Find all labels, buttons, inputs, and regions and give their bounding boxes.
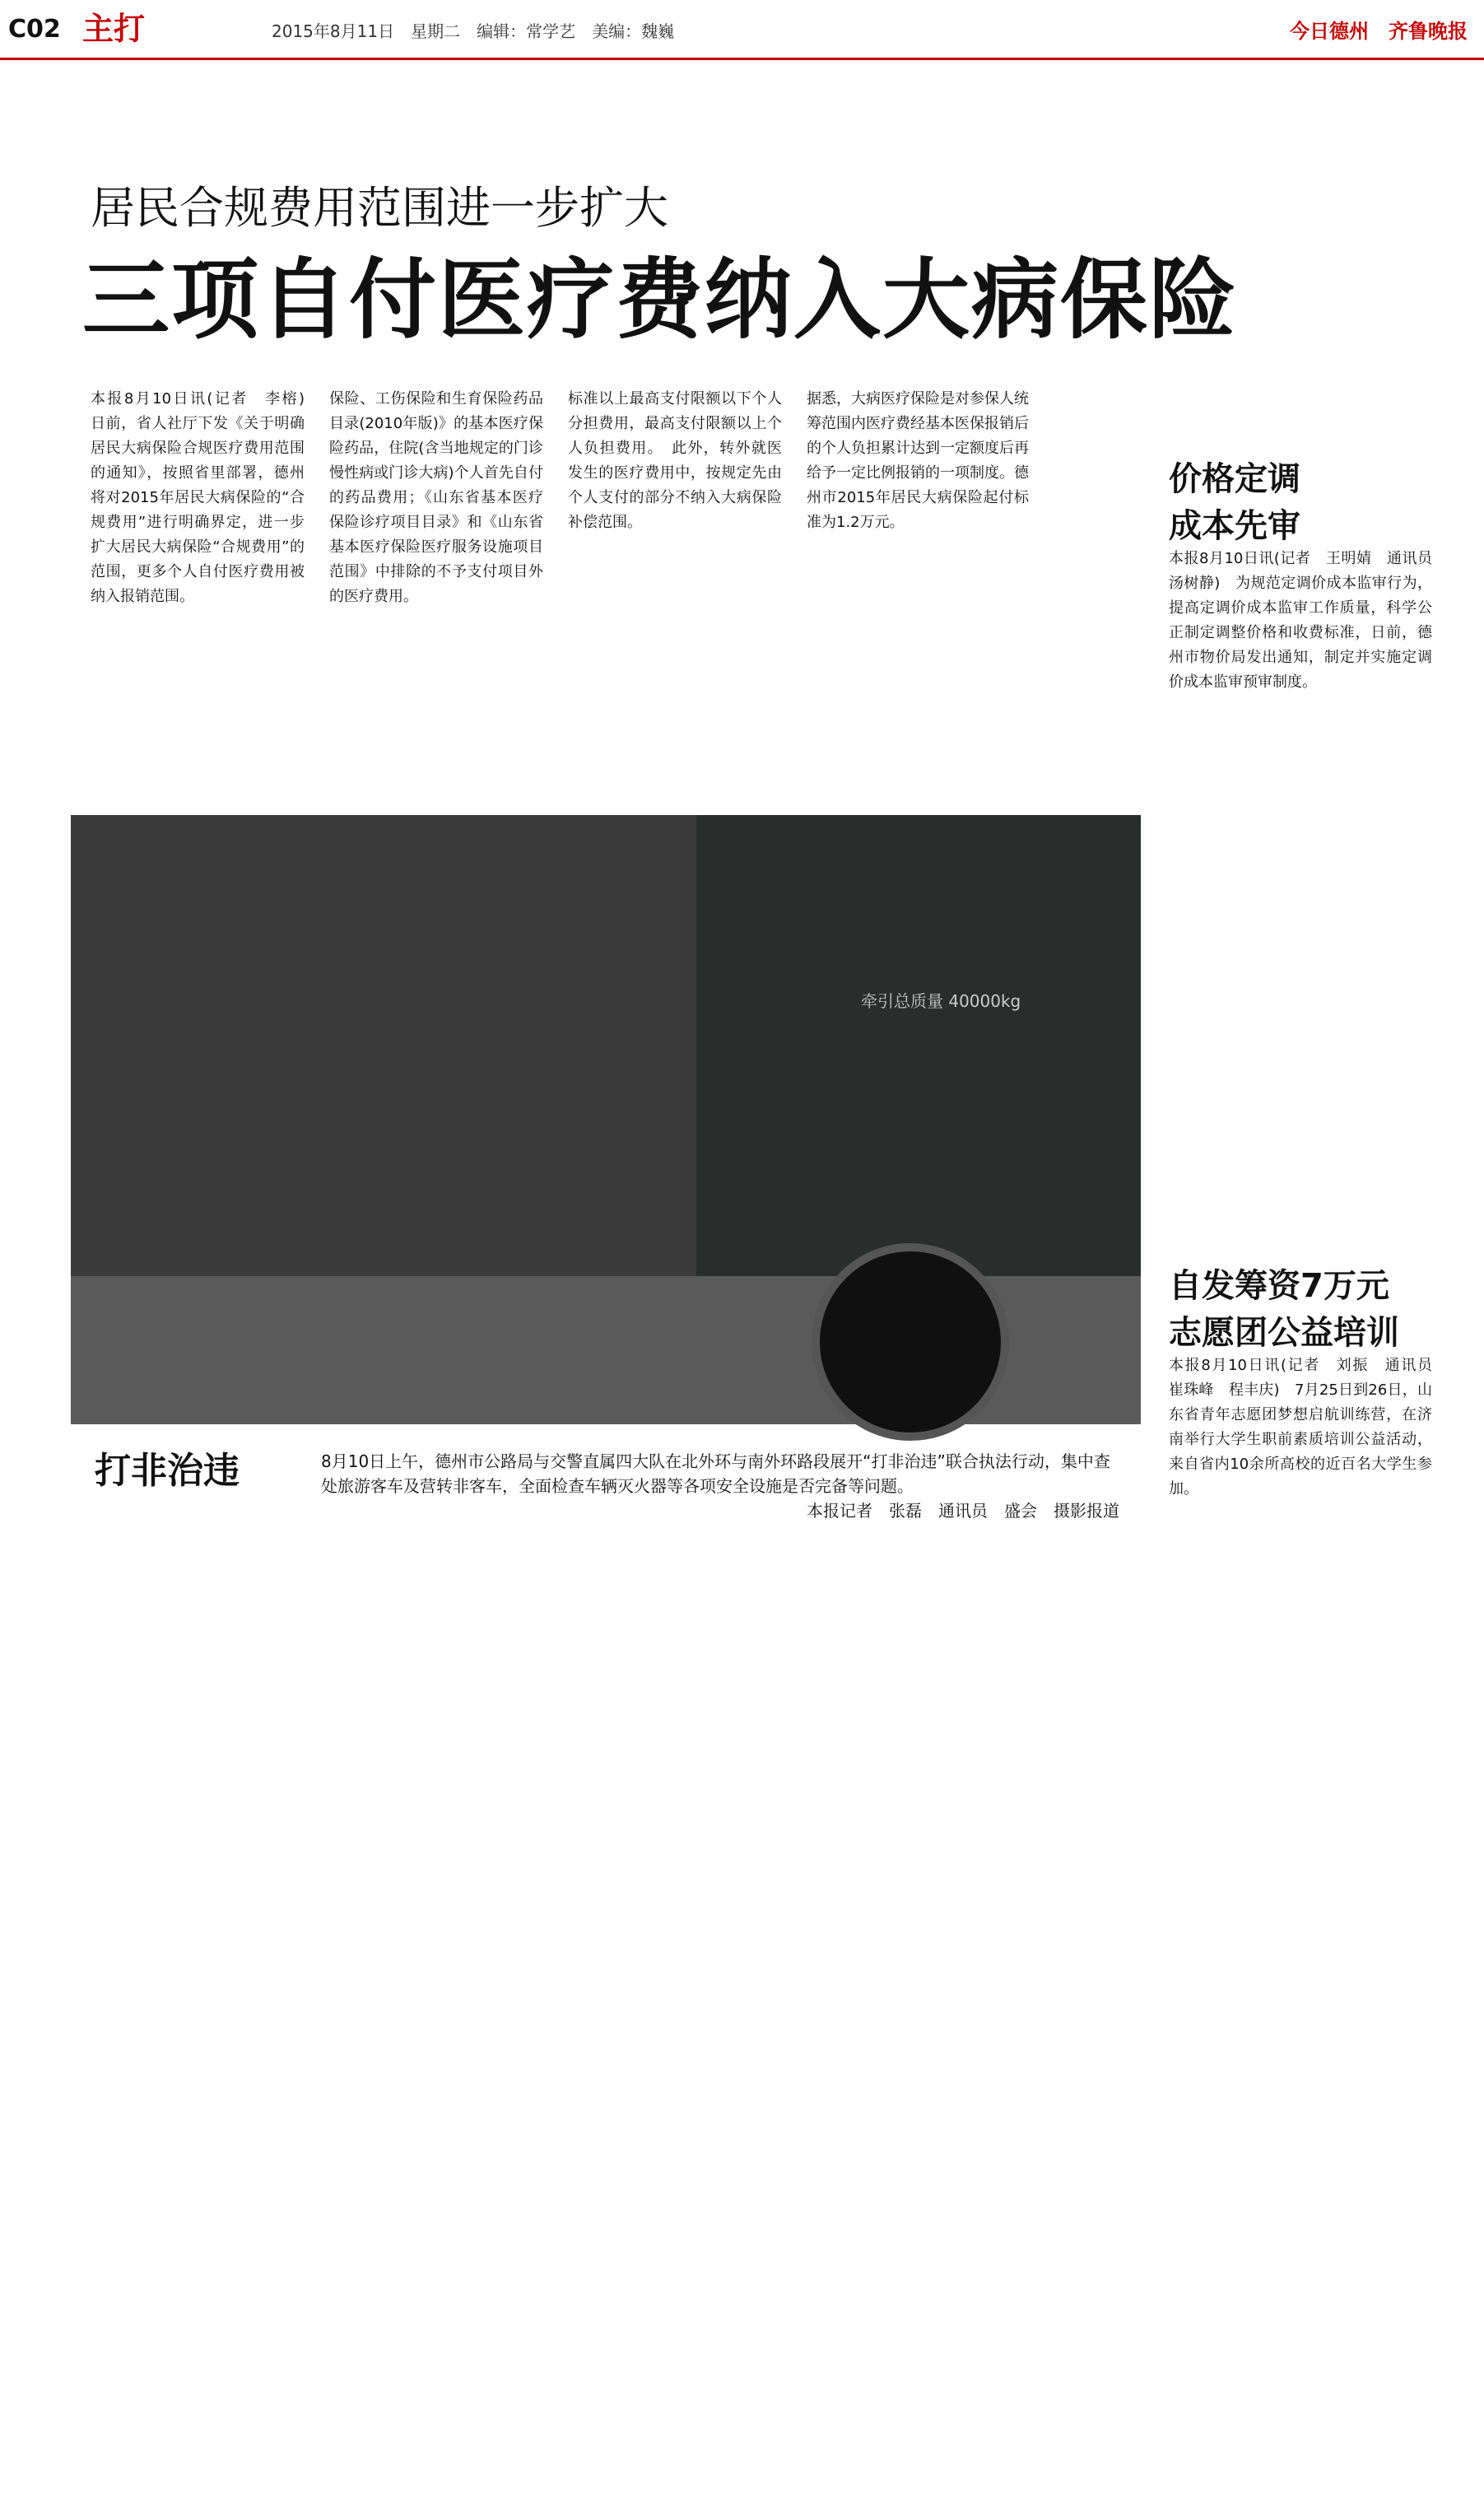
date-line: 2015年8月11日 星期二 编辑：常学艺 美编：魏巍 bbox=[272, 21, 675, 41]
sidebar-title-1: 价格定调 bbox=[1169, 460, 1300, 498]
lead-column-2: 保险、工伤保险和生育保险药品目录(2010年版)》的基本医疗保险药品，住院(含当地规定的门诊慢性病或门诊大病)个人首先自付的药品费用；《山东省基本医疗保险诊疗项目目录》和《山东省基本医疗保险医疗服务设施项目范围》中排除的不予支付项目外的医疗费用。 bbox=[329, 390, 543, 605]
lead-column-3: 标准以上最高支付限额以下个人分担费用，最高支付限额以上个人负担费用。 此外，转外就医发生的医疗费用中，按规定先由个人支付的部分不纳入大病保险补偿范围。 bbox=[568, 390, 782, 531]
sidebar-body: 本报8月10日讯(记者 王明婧 通讯员 汤树静) 为规范定调价成本监审行为，提高定调价成本监审工作质量，科学公正制定调整价格和收费标准，日前，德州市物价局发出通知，制定并实施定调价成本监审预审制度。 bbox=[1169, 550, 1447, 691]
caption-credit: 本报记者 张磊 通讯员 盛会 摄影报道 bbox=[807, 1501, 1119, 1521]
lead-kicker: 居民合规费用范围进一步扩大 bbox=[91, 182, 668, 234]
sidebar-title-2: 成本先审 bbox=[1169, 507, 1300, 545]
sidebar-title-2: 志愿团公益培训 bbox=[1169, 1314, 1399, 1352]
sidebar-story-price bbox=[1169, 453, 1447, 695]
lead-headline: 三项自付医疗费纳入大病保险 bbox=[82, 249, 1238, 351]
truck-plate: 牵引总质量 40000kg bbox=[861, 991, 1021, 1011]
truck-wheel bbox=[812, 1243, 1009, 1441]
enforcement-photo bbox=[71, 815, 1141, 1424]
caption-text bbox=[321, 1449, 1119, 1523]
brand-name: 今日德州 齐鲁晚报 bbox=[1290, 20, 1468, 43]
truck bbox=[696, 815, 1141, 1276]
caption-body: 8月10日上午，德州市公路局与交警直属四大队在北外环与南外环路段展开“打非治违”联合执法行动，集中查处旅游客车及营转非客车，全面检查车辆灭火器等各项安全设施是否完备等问题。 bbox=[321, 1451, 1110, 1496]
sidebar-title-1: 自发筹资7万元 bbox=[1169, 1267, 1389, 1305]
caption-title: 打非治违 bbox=[95, 1450, 240, 1492]
sidebar-story-volunteer bbox=[1169, 1260, 1447, 1502]
sidebar-body: 本报8月10日讯(记者 刘振 通讯员 崔珠峰 程丰庆) 7月25日到26日，山东省青年志愿团梦想启航训练营，在济南举行大学生职前素质培训公益活动，来自省内10余所高校的近百名大学生参加。 bbox=[1169, 1357, 1447, 1498]
page-number: C02 bbox=[8, 15, 61, 44]
lead-column-1: 本报8月10日讯(记者 李榕) 日前，省人社厅下发《关于明确居民大病保险合规医疗费用范围的通知》，按照省里部署，德州将对2015年居民大病保险的“合规费用”进行明确界定，进一步扩大居民大病保险“合规费用”的范围，更多个人自付医疗费用被纳入报销范围。 bbox=[91, 390, 319, 605]
masthead-bar bbox=[0, 0, 1484, 60]
lead-column-4: 据悉，大病医疗保险是对参保人统筹范围内医疗费经基本医保报销后的个人负担累计达到一定额度后再给予一定比例报销的一项制度。德州市2015年居民大病保险起付标准为1.2万元。 bbox=[807, 390, 1029, 531]
section-label: 主打 bbox=[82, 11, 146, 47]
